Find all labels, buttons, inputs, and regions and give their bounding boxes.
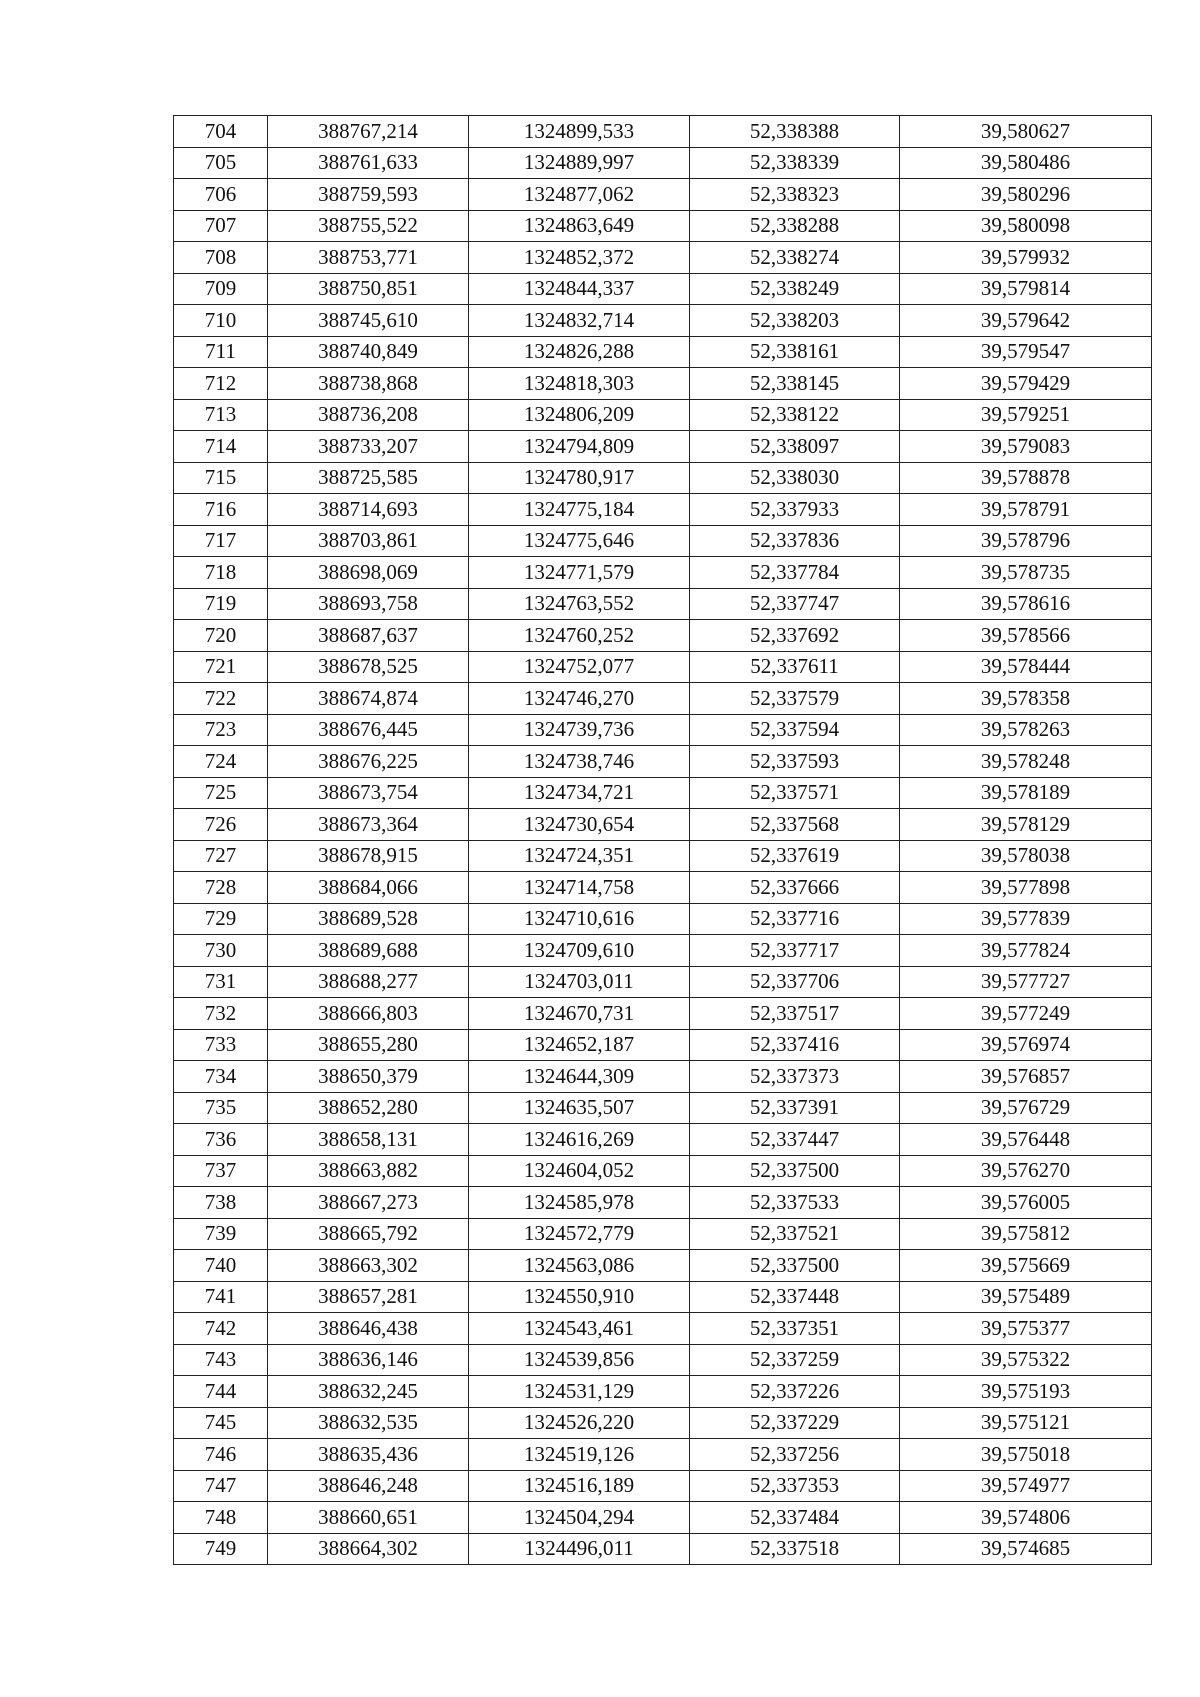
latitude-cell: 52,338339: [690, 147, 900, 179]
x-coordinate-cell: 388687,637: [268, 620, 469, 652]
longitude-cell: 39,578444: [900, 651, 1152, 683]
longitude-cell: 39,580296: [900, 179, 1152, 211]
table-row: [174, 683, 1152, 715]
point-number-cell: 738: [174, 1187, 268, 1219]
x-coordinate-cell: 388663,302: [268, 1250, 469, 1282]
y-coordinate-cell: 1324496,011: [469, 1533, 690, 1565]
table-row: [174, 336, 1152, 368]
y-coordinate-cell: 1324806,209: [469, 399, 690, 431]
latitude-cell: 52,338097: [690, 431, 900, 463]
longitude-cell: 39,578129: [900, 809, 1152, 841]
point-number-cell: 745: [174, 1407, 268, 1439]
y-coordinate-cell: 1324877,062: [469, 179, 690, 211]
latitude-cell: 52,337593: [690, 746, 900, 778]
x-coordinate-cell: 388646,438: [268, 1313, 469, 1345]
longitude-cell: 39,578616: [900, 588, 1152, 620]
table-row: [174, 1344, 1152, 1376]
y-coordinate-cell: 1324794,809: [469, 431, 690, 463]
y-coordinate-cell: 1324604,052: [469, 1155, 690, 1187]
x-coordinate-cell: 388673,754: [268, 777, 469, 809]
x-coordinate-cell: 388745,610: [268, 305, 469, 337]
point-number-cell: 724: [174, 746, 268, 778]
x-coordinate-cell: 388703,861: [268, 525, 469, 557]
latitude-cell: 52,337351: [690, 1313, 900, 1345]
longitude-cell: 39,575121: [900, 1407, 1152, 1439]
y-coordinate-cell: 1324775,184: [469, 494, 690, 526]
y-coordinate-cell: 1324763,552: [469, 588, 690, 620]
point-number-cell: 727: [174, 840, 268, 872]
latitude-cell: 52,338203: [690, 305, 900, 337]
table-row: [174, 1376, 1152, 1408]
x-coordinate-cell: 388759,593: [268, 179, 469, 211]
x-coordinate-cell: 388667,273: [268, 1187, 469, 1219]
point-number-cell: 734: [174, 1061, 268, 1093]
x-coordinate-cell: 388767,214: [268, 116, 469, 148]
latitude-cell: 52,337619: [690, 840, 900, 872]
longitude-cell: 39,579251: [900, 399, 1152, 431]
point-number-cell: 721: [174, 651, 268, 683]
y-coordinate-cell: 1324899,533: [469, 116, 690, 148]
point-number-cell: 742: [174, 1313, 268, 1345]
table-row: [174, 1029, 1152, 1061]
point-number-cell: 726: [174, 809, 268, 841]
longitude-cell: 39,576005: [900, 1187, 1152, 1219]
y-coordinate-cell: 1324644,309: [469, 1061, 690, 1093]
y-coordinate-cell: 1324746,270: [469, 683, 690, 715]
x-coordinate-cell: 388733,207: [268, 431, 469, 463]
longitude-cell: 39,575193: [900, 1376, 1152, 1408]
table-row: [174, 588, 1152, 620]
latitude-cell: 52,337391: [690, 1092, 900, 1124]
point-number-cell: 736: [174, 1124, 268, 1156]
point-number-cell: 747: [174, 1470, 268, 1502]
table-row: [174, 210, 1152, 242]
longitude-cell: 39,579814: [900, 273, 1152, 305]
y-coordinate-cell: 1324739,736: [469, 714, 690, 746]
latitude-cell: 52,337518: [690, 1533, 900, 1565]
longitude-cell: 39,576974: [900, 1029, 1152, 1061]
point-number-cell: 740: [174, 1250, 268, 1282]
table-row: [174, 714, 1152, 746]
longitude-cell: 39,577249: [900, 998, 1152, 1030]
longitude-cell: 39,578566: [900, 620, 1152, 652]
x-coordinate-cell: 388676,225: [268, 746, 469, 778]
x-coordinate-cell: 388660,651: [268, 1502, 469, 1534]
x-coordinate-cell: 388664,302: [268, 1533, 469, 1565]
point-number-cell: 730: [174, 935, 268, 967]
point-number-cell: 708: [174, 242, 268, 274]
latitude-cell: 52,337226: [690, 1376, 900, 1408]
y-coordinate-cell: 1324670,731: [469, 998, 690, 1030]
y-coordinate-cell: 1324734,721: [469, 777, 690, 809]
y-coordinate-cell: 1324714,758: [469, 872, 690, 904]
longitude-cell: 39,580098: [900, 210, 1152, 242]
longitude-cell: 39,575018: [900, 1439, 1152, 1471]
point-number-cell: 719: [174, 588, 268, 620]
point-number-cell: 712: [174, 368, 268, 400]
longitude-cell: 39,579429: [900, 368, 1152, 400]
x-coordinate-cell: 388725,585: [268, 462, 469, 494]
y-coordinate-cell: 1324724,351: [469, 840, 690, 872]
x-coordinate-cell: 388755,522: [268, 210, 469, 242]
x-coordinate-cell: 388693,758: [268, 588, 469, 620]
point-number-cell: 720: [174, 620, 268, 652]
table-row: [174, 1313, 1152, 1345]
point-number-cell: 713: [174, 399, 268, 431]
x-coordinate-cell: 388738,868: [268, 368, 469, 400]
y-coordinate-cell: 1324760,252: [469, 620, 690, 652]
point-number-cell: 739: [174, 1218, 268, 1250]
point-number-cell: 748: [174, 1502, 268, 1534]
longitude-cell: 39,575489: [900, 1281, 1152, 1313]
x-coordinate-cell: 388666,803: [268, 998, 469, 1030]
y-coordinate-cell: 1324543,461: [469, 1313, 690, 1345]
longitude-cell: 39,575669: [900, 1250, 1152, 1282]
table-row: [174, 1092, 1152, 1124]
point-number-cell: 749: [174, 1533, 268, 1565]
y-coordinate-cell: 1324844,337: [469, 273, 690, 305]
y-coordinate-cell: 1324775,646: [469, 525, 690, 557]
x-coordinate-cell: 388655,280: [268, 1029, 469, 1061]
point-number-cell: 704: [174, 116, 268, 148]
latitude-cell: 52,337836: [690, 525, 900, 557]
point-number-cell: 722: [174, 683, 268, 715]
x-coordinate-cell: 388646,248: [268, 1470, 469, 1502]
y-coordinate-cell: 1324832,714: [469, 305, 690, 337]
latitude-cell: 52,338274: [690, 242, 900, 274]
latitude-cell: 52,337517: [690, 998, 900, 1030]
table-row: [174, 1502, 1152, 1534]
point-number-cell: 706: [174, 179, 268, 211]
latitude-cell: 52,337500: [690, 1155, 900, 1187]
table-row: [174, 525, 1152, 557]
x-coordinate-cell: 388658,131: [268, 1124, 469, 1156]
y-coordinate-cell: 1324526,220: [469, 1407, 690, 1439]
longitude-cell: 39,574977: [900, 1470, 1152, 1502]
table-row: [174, 1061, 1152, 1093]
latitude-cell: 52,337666: [690, 872, 900, 904]
y-coordinate-cell: 1324818,303: [469, 368, 690, 400]
point-number-cell: 731: [174, 966, 268, 998]
table-row: [174, 557, 1152, 589]
y-coordinate-cell: 1324519,126: [469, 1439, 690, 1471]
latitude-cell: 52,337373: [690, 1061, 900, 1093]
latitude-cell: 52,337500: [690, 1250, 900, 1282]
x-coordinate-cell: 388689,528: [268, 903, 469, 935]
longitude-cell: 39,575812: [900, 1218, 1152, 1250]
latitude-cell: 52,337229: [690, 1407, 900, 1439]
x-coordinate-cell: 388684,066: [268, 872, 469, 904]
latitude-cell: 52,337933: [690, 494, 900, 526]
longitude-cell: 39,578263: [900, 714, 1152, 746]
y-coordinate-cell: 1324710,616: [469, 903, 690, 935]
y-coordinate-cell: 1324563,086: [469, 1250, 690, 1282]
table-row: [174, 273, 1152, 305]
y-coordinate-cell: 1324889,997: [469, 147, 690, 179]
point-number-cell: 744: [174, 1376, 268, 1408]
y-coordinate-cell: 1324738,746: [469, 746, 690, 778]
longitude-cell: 39,579932: [900, 242, 1152, 274]
x-coordinate-cell: 388678,525: [268, 651, 469, 683]
longitude-cell: 39,580486: [900, 147, 1152, 179]
point-number-cell: 741: [174, 1281, 268, 1313]
y-coordinate-cell: 1324635,507: [469, 1092, 690, 1124]
x-coordinate-cell: 388678,915: [268, 840, 469, 872]
x-coordinate-cell: 388632,535: [268, 1407, 469, 1439]
y-coordinate-cell: 1324539,856: [469, 1344, 690, 1376]
latitude-cell: 52,337447: [690, 1124, 900, 1156]
table-row: [174, 620, 1152, 652]
point-number-cell: 725: [174, 777, 268, 809]
latitude-cell: 52,337706: [690, 966, 900, 998]
longitude-cell: 39,579642: [900, 305, 1152, 337]
table-row: [174, 746, 1152, 778]
table-row: [174, 935, 1152, 967]
y-coordinate-cell: 1324780,917: [469, 462, 690, 494]
longitude-cell: 39,579083: [900, 431, 1152, 463]
table-row: [174, 368, 1152, 400]
longitude-cell: 39,576857: [900, 1061, 1152, 1093]
y-coordinate-cell: 1324652,187: [469, 1029, 690, 1061]
latitude-cell: 52,337568: [690, 809, 900, 841]
longitude-cell: 39,578189: [900, 777, 1152, 809]
point-number-cell: 743: [174, 1344, 268, 1376]
point-number-cell: 723: [174, 714, 268, 746]
latitude-cell: 52,338388: [690, 116, 900, 148]
longitude-cell: 39,578796: [900, 525, 1152, 557]
x-coordinate-cell: 388676,445: [268, 714, 469, 746]
table-row: [174, 1187, 1152, 1219]
table-row: [174, 809, 1152, 841]
table-row: [174, 1155, 1152, 1187]
latitude-cell: 52,337717: [690, 935, 900, 967]
point-number-cell: 705: [174, 147, 268, 179]
latitude-cell: 52,337521: [690, 1218, 900, 1250]
y-coordinate-cell: 1324531,129: [469, 1376, 690, 1408]
point-number-cell: 732: [174, 998, 268, 1030]
y-coordinate-cell: 1324863,649: [469, 210, 690, 242]
point-number-cell: 729: [174, 903, 268, 935]
latitude-cell: 52,337594: [690, 714, 900, 746]
x-coordinate-cell: 388688,277: [268, 966, 469, 998]
latitude-cell: 52,337484: [690, 1502, 900, 1534]
longitude-cell: 39,577898: [900, 872, 1152, 904]
longitude-cell: 39,576448: [900, 1124, 1152, 1156]
x-coordinate-cell: 388673,364: [268, 809, 469, 841]
x-coordinate-cell: 388689,688: [268, 935, 469, 967]
table-row: [174, 116, 1152, 148]
y-coordinate-cell: 1324709,610: [469, 935, 690, 967]
x-coordinate-cell: 388635,436: [268, 1439, 469, 1471]
point-number-cell: 733: [174, 1029, 268, 1061]
longitude-cell: 39,577839: [900, 903, 1152, 935]
longitude-cell: 39,574685: [900, 1533, 1152, 1565]
y-coordinate-cell: 1324550,910: [469, 1281, 690, 1313]
longitude-cell: 39,578038: [900, 840, 1152, 872]
x-coordinate-cell: 388736,208: [268, 399, 469, 431]
table-row: [174, 1124, 1152, 1156]
x-coordinate-cell: 388650,379: [268, 1061, 469, 1093]
point-number-cell: 711: [174, 336, 268, 368]
latitude-cell: 52,337571: [690, 777, 900, 809]
latitude-cell: 52,337416: [690, 1029, 900, 1061]
point-number-cell: 709: [174, 273, 268, 305]
latitude-cell: 52,338161: [690, 336, 900, 368]
y-coordinate-cell: 1324616,269: [469, 1124, 690, 1156]
longitude-cell: 39,578735: [900, 557, 1152, 589]
latitude-cell: 52,337533: [690, 1187, 900, 1219]
table-row: [174, 998, 1152, 1030]
longitude-cell: 39,575377: [900, 1313, 1152, 1345]
table-row: [174, 1218, 1152, 1250]
latitude-cell: 52,338249: [690, 273, 900, 305]
x-coordinate-cell: 388652,280: [268, 1092, 469, 1124]
point-number-cell: 735: [174, 1092, 268, 1124]
latitude-cell: 52,337579: [690, 683, 900, 715]
x-coordinate-cell: 388753,771: [268, 242, 469, 274]
point-number-cell: 707: [174, 210, 268, 242]
table-row: [174, 1281, 1152, 1313]
point-number-cell: 715: [174, 462, 268, 494]
longitude-cell: 39,577824: [900, 935, 1152, 967]
y-coordinate-cell: 1324730,654: [469, 809, 690, 841]
longitude-cell: 39,575322: [900, 1344, 1152, 1376]
point-number-cell: 710: [174, 305, 268, 337]
latitude-cell: 52,337353: [690, 1470, 900, 1502]
y-coordinate-cell: 1324826,288: [469, 336, 690, 368]
latitude-cell: 52,338323: [690, 179, 900, 211]
table-row: [174, 431, 1152, 463]
table-row: [174, 840, 1152, 872]
longitude-cell: 39,580627: [900, 116, 1152, 148]
table-row: [174, 872, 1152, 904]
y-coordinate-cell: 1324703,011: [469, 966, 690, 998]
table-row: [174, 462, 1152, 494]
table-row: [174, 1533, 1152, 1565]
longitude-cell: 39,578791: [900, 494, 1152, 526]
point-number-cell: 716: [174, 494, 268, 526]
point-number-cell: 718: [174, 557, 268, 589]
x-coordinate-cell: 388657,281: [268, 1281, 469, 1313]
table-row: [174, 305, 1152, 337]
x-coordinate-cell: 388740,849: [268, 336, 469, 368]
coordinates-table: [173, 115, 1152, 1565]
table-row: [174, 1407, 1152, 1439]
x-coordinate-cell: 388636,146: [268, 1344, 469, 1376]
x-coordinate-cell: 388761,633: [268, 147, 469, 179]
longitude-cell: 39,574806: [900, 1502, 1152, 1534]
y-coordinate-cell: 1324504,294: [469, 1502, 690, 1534]
table-row: [174, 399, 1152, 431]
y-coordinate-cell: 1324771,579: [469, 557, 690, 589]
table-row: [174, 1470, 1152, 1502]
longitude-cell: 39,576729: [900, 1092, 1152, 1124]
table-row: [174, 242, 1152, 274]
table-row: [174, 1439, 1152, 1471]
point-number-cell: 728: [174, 872, 268, 904]
table-row: [174, 966, 1152, 998]
latitude-cell: 52,337692: [690, 620, 900, 652]
latitude-cell: 52,337611: [690, 651, 900, 683]
latitude-cell: 52,338030: [690, 462, 900, 494]
table-row: [174, 903, 1152, 935]
x-coordinate-cell: 388750,851: [268, 273, 469, 305]
latitude-cell: 52,338288: [690, 210, 900, 242]
longitude-cell: 39,578358: [900, 683, 1152, 715]
point-number-cell: 717: [174, 525, 268, 557]
latitude-cell: 52,337784: [690, 557, 900, 589]
x-coordinate-cell: 388674,874: [268, 683, 469, 715]
latitude-cell: 52,338122: [690, 399, 900, 431]
latitude-cell: 52,337256: [690, 1439, 900, 1471]
table-row: [174, 147, 1152, 179]
x-coordinate-cell: 388663,882: [268, 1155, 469, 1187]
y-coordinate-cell: 1324585,978: [469, 1187, 690, 1219]
coordinates-table-body: [174, 116, 1152, 1565]
table-row: [174, 651, 1152, 683]
table-row: [174, 179, 1152, 211]
latitude-cell: 52,337259: [690, 1344, 900, 1376]
longitude-cell: 39,577727: [900, 966, 1152, 998]
x-coordinate-cell: 388698,069: [268, 557, 469, 589]
y-coordinate-cell: 1324572,779: [469, 1218, 690, 1250]
y-coordinate-cell: 1324752,077: [469, 651, 690, 683]
table-row: [174, 494, 1152, 526]
table-row: [174, 1250, 1152, 1282]
latitude-cell: 52,337716: [690, 903, 900, 935]
table-row: [174, 777, 1152, 809]
longitude-cell: 39,578878: [900, 462, 1152, 494]
x-coordinate-cell: 388714,693: [268, 494, 469, 526]
point-number-cell: 746: [174, 1439, 268, 1471]
longitude-cell: 39,579547: [900, 336, 1152, 368]
point-number-cell: 714: [174, 431, 268, 463]
latitude-cell: 52,338145: [690, 368, 900, 400]
y-coordinate-cell: 1324516,189: [469, 1470, 690, 1502]
point-number-cell: 737: [174, 1155, 268, 1187]
x-coordinate-cell: 388632,245: [268, 1376, 469, 1408]
latitude-cell: 52,337448: [690, 1281, 900, 1313]
longitude-cell: 39,576270: [900, 1155, 1152, 1187]
longitude-cell: 39,578248: [900, 746, 1152, 778]
latitude-cell: 52,337747: [690, 588, 900, 620]
x-coordinate-cell: 388665,792: [268, 1218, 469, 1250]
y-coordinate-cell: 1324852,372: [469, 242, 690, 274]
